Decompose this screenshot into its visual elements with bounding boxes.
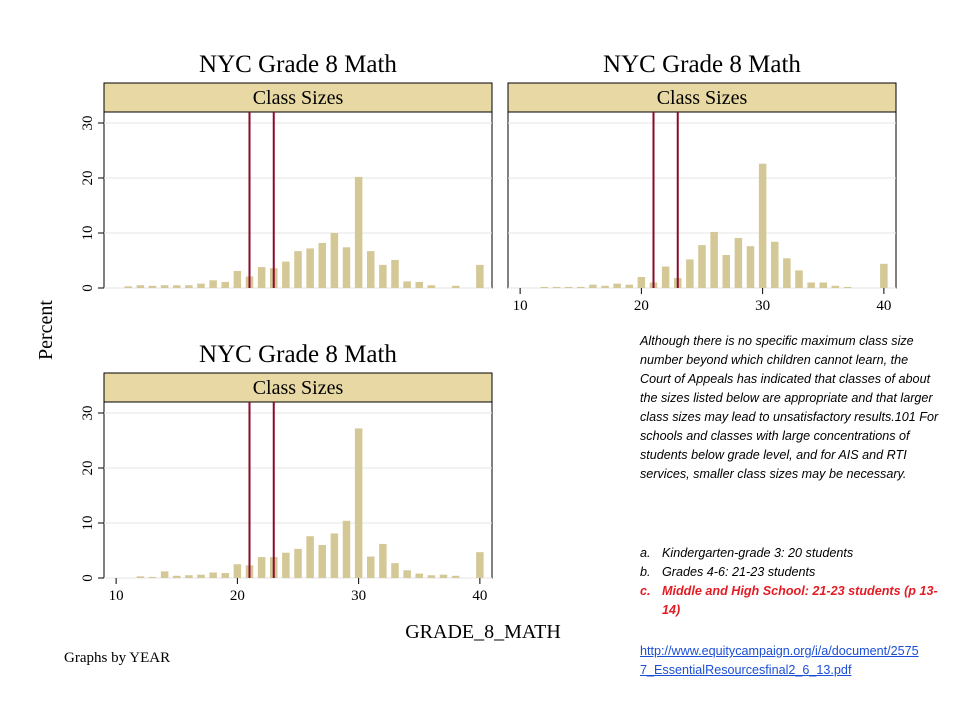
footer-note: Graphs by YEAR bbox=[64, 650, 171, 666]
bar bbox=[415, 282, 423, 288]
bar bbox=[589, 285, 597, 288]
bar bbox=[137, 576, 145, 578]
bar bbox=[234, 564, 242, 578]
chart-panel-2 bbox=[508, 51, 896, 314]
list-item-text: Grades 4-6: 21-23 students bbox=[662, 565, 816, 579]
x-tick-label: 20 bbox=[229, 588, 245, 604]
bar bbox=[258, 267, 266, 288]
y-tick-label: 30 bbox=[80, 115, 96, 131]
y-tick-label: 20 bbox=[80, 170, 96, 186]
y-tick-label: 30 bbox=[80, 405, 96, 421]
bar bbox=[783, 258, 791, 288]
y-tick-label: 0 bbox=[80, 574, 96, 582]
bar bbox=[452, 576, 460, 578]
bar bbox=[343, 247, 351, 288]
bar bbox=[662, 267, 670, 288]
bar bbox=[318, 243, 326, 288]
y-tick-label: 20 bbox=[80, 460, 96, 476]
list-item bbox=[640, 563, 940, 582]
chart-panel-3 bbox=[80, 341, 492, 604]
bar bbox=[795, 270, 803, 288]
list-item-text: Kindergarten-grade 3: 20 students bbox=[662, 546, 854, 560]
strip-label: Class Sizes bbox=[252, 377, 344, 399]
bar bbox=[759, 164, 767, 288]
x-axis-title: GRADE_8_MATH bbox=[405, 621, 561, 643]
sidebar-paragraph: Although there is no specific maximum class size number beyond which children cannot learn, the Court of Appeals has indicated that classes of about the sizes listed below are appropriate and that larger class sizes may lead to unsatisfactory results.101 For schools and classes with large concentrations of students below grade level, and for AIS and RTI services, smaller class sizes may be necessary. bbox=[640, 334, 939, 481]
bar bbox=[807, 283, 815, 289]
bar bbox=[197, 575, 205, 578]
bar bbox=[124, 286, 132, 288]
panel-title: NYC Grade 8 Math bbox=[199, 341, 397, 368]
bar bbox=[428, 575, 436, 578]
bar bbox=[185, 285, 193, 288]
bar bbox=[221, 282, 229, 288]
y-tick-label: 10 bbox=[80, 515, 96, 531]
panel-title: NYC Grade 8 Math bbox=[603, 51, 801, 78]
bar bbox=[735, 238, 743, 288]
x-tick-label: 10 bbox=[512, 298, 528, 314]
x-tick-label: 30 bbox=[351, 588, 367, 604]
x-tick-label: 40 bbox=[472, 588, 488, 604]
y-tick-label: 10 bbox=[80, 225, 96, 241]
bar bbox=[173, 576, 181, 578]
bar bbox=[173, 285, 181, 288]
bar bbox=[355, 428, 363, 578]
bar bbox=[403, 570, 411, 578]
bar bbox=[367, 251, 375, 288]
bar bbox=[428, 285, 436, 288]
bar bbox=[161, 571, 169, 578]
bar bbox=[601, 286, 609, 288]
bar bbox=[710, 232, 718, 288]
bar bbox=[747, 246, 755, 288]
x-tick-label: 40 bbox=[876, 298, 892, 314]
bar bbox=[306, 248, 314, 288]
x-tick-label: 20 bbox=[633, 298, 649, 314]
bar bbox=[638, 277, 646, 288]
bar bbox=[149, 577, 157, 578]
bar bbox=[415, 574, 423, 578]
x-tick-label: 30 bbox=[755, 298, 771, 314]
bar bbox=[577, 287, 585, 288]
bar bbox=[185, 575, 193, 578]
source-link[interactable]: http://www.equitycampaign.org/i/a/document/25757_EssentialResourcesfinal2_6_13.pdf bbox=[640, 644, 919, 677]
bar bbox=[318, 545, 326, 578]
bar bbox=[553, 287, 561, 288]
bar bbox=[149, 286, 157, 288]
bar bbox=[844, 287, 852, 288]
bar bbox=[440, 575, 448, 578]
bar bbox=[367, 557, 375, 578]
bar bbox=[476, 552, 484, 578]
strip-label: Class Sizes bbox=[252, 87, 344, 109]
bar bbox=[282, 262, 290, 288]
bar bbox=[832, 286, 840, 288]
bar bbox=[452, 286, 460, 288]
bar bbox=[379, 544, 387, 578]
bar bbox=[294, 549, 302, 578]
bar bbox=[379, 265, 387, 288]
bar bbox=[686, 259, 694, 288]
bar bbox=[343, 521, 351, 578]
strip-label: Class Sizes bbox=[656, 87, 748, 109]
class-size-list bbox=[640, 544, 940, 620]
panel-title: NYC Grade 8 Math bbox=[199, 51, 397, 78]
list-marker: c. bbox=[640, 584, 651, 598]
chart-panel-1 bbox=[80, 51, 492, 292]
x-tick-label: 10 bbox=[108, 588, 124, 604]
bar bbox=[221, 573, 229, 578]
bar bbox=[541, 287, 549, 288]
bar bbox=[161, 285, 169, 288]
bar bbox=[209, 280, 217, 288]
list-item-text: Middle and High School: 21-23 students (p 13-14) bbox=[662, 584, 938, 617]
list-marker: a. bbox=[640, 546, 651, 560]
bar bbox=[819, 283, 827, 289]
bar bbox=[197, 284, 205, 288]
bar bbox=[294, 251, 302, 288]
bar bbox=[282, 553, 290, 578]
bar bbox=[209, 573, 217, 579]
y-axis-title: Percent bbox=[35, 300, 57, 360]
list-marker: b. bbox=[640, 565, 651, 579]
bar bbox=[403, 281, 411, 288]
bar bbox=[234, 271, 242, 288]
bar bbox=[565, 287, 573, 288]
bar bbox=[355, 177, 363, 288]
bar bbox=[391, 260, 399, 288]
list-item-highlighted bbox=[640, 582, 940, 620]
bar bbox=[476, 265, 484, 288]
bar bbox=[137, 285, 145, 288]
bar bbox=[771, 242, 779, 288]
bar bbox=[391, 563, 399, 578]
bar bbox=[613, 284, 621, 288]
bar bbox=[331, 233, 339, 288]
bar bbox=[722, 255, 730, 288]
bar bbox=[331, 533, 339, 578]
bar bbox=[625, 285, 633, 288]
bar bbox=[306, 536, 314, 578]
list-item bbox=[640, 544, 940, 563]
bar bbox=[258, 557, 266, 578]
bar bbox=[698, 245, 706, 288]
y-tick-label: 0 bbox=[80, 284, 96, 292]
bar bbox=[880, 264, 888, 288]
